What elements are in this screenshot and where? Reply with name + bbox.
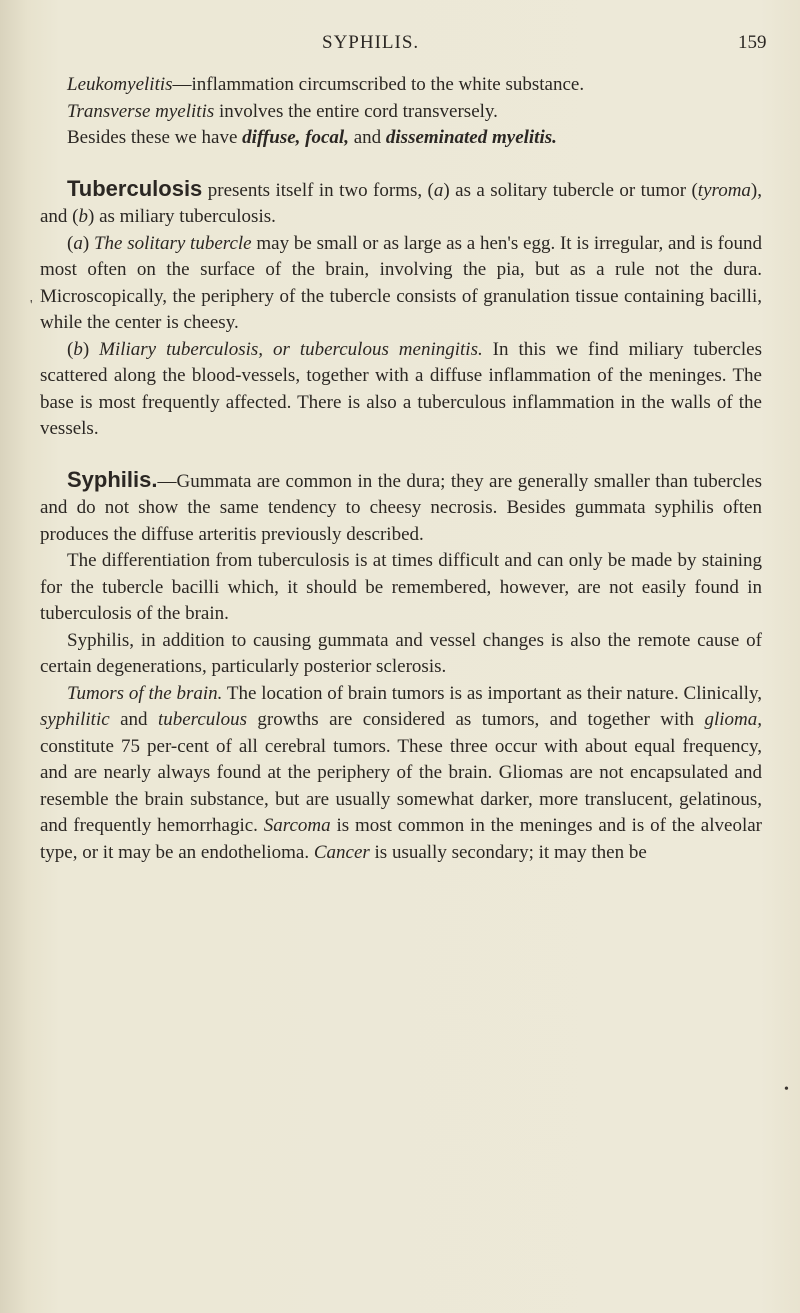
running-title: SYPHILIS. [322,32,420,53]
stray-mark-dot: ' [30,298,33,313]
term-miliary-tuberculosis: Miliary tuberculosis, or tuberculous meningitis. [99,338,483,360]
term-solitary-tubercle: The solitary tubercle [93,232,252,254]
term-sarcoma: Sarcoma [263,815,331,836]
term-tuberculous: tuberculous [157,709,247,730]
term-focal: focal, [305,127,349,148]
term-transverse-myelitis: Transverse myelitis [67,100,215,122]
term-disseminated-myelitis: disseminated myelitis. [385,127,557,148]
term-cancer: Cancer [313,841,370,863]
term-glioma: glioma, [704,709,762,730]
paragraph-myelitis-types: Besides these we have diffuse, focal, and disseminated myelitis. [67,127,557,148]
term-leukomyelitis: Leukomyelitis [67,74,173,95]
paragraph-syphilis: Syphilis.—Gummata are common in the dura; they are generally smaller than tubercles and do not show the same tendency to cheesy necrosis. Besides gummata syphilis often produces the diffuse arteritis previously described. [40,466,762,545]
page-number: 159 [738,32,767,53]
term-syphilitic: syphilitic [40,709,110,730]
paragraph-tuberculosis: Tuberculosis presents itself in two forms, (a) as a solitary tubercle or tumor (tyroma), and (b) as miliary tuberculosis. [40,175,762,227]
paragraph-leukomyelitis: Leukomyelitis—inflammation circumscribed to the white substance. [67,74,585,95]
term-diffuse: diffuse, [242,127,301,148]
term-tyroma: tyroma [697,179,751,201]
paragraph-differentiation: The differentiation from tuberculosis is at times difficult and can only be made by staining for the tubercle bacilli which, it should be remembered, however, are not easily found in tuberculosis of the brain. [40,550,762,624]
stray-mark-bullet: • [784,1082,789,1097]
paragraph-brain-tumors: Tumors of the brain. The location of brain tumors is as important as their nature. Clinically, syphilitic and tuberculous growths are considered as tumors, and together with glioma, constitute 75 per-cent of all cerebral tumors. These three occur with about equal frequency, and are nearly always found at the periphery of the brain. Gliomas are not encapsulated and resemble the brain substance, but are usually somewhat darker, more translucent, gelatinous, and frequently hemorrhagic. Sarcoma is most common in the meninges and is of the alveolar type, or it may be an endothelioma. Cancer is usually secondary; it may then be [40,682,762,863]
paragraph-miliary-tuberculosis: (b) Miliary tuberculosis, or tuberculous meningitis. In this we find miliary tubercles scattered along the blood-vessels, together with a diffuse inflammation of the meninges. The base is most frequently affected. There is also a tuberculous inflammation in the walls of the vessels. [40,338,762,439]
section-heading-tuberculosis: Tuberculosis [67,175,203,201]
page-header [0,32,800,56]
term-tumors-of-the-brain: Tumors of the brain. [67,682,223,704]
paragraph-solitary-tubercle: (a) The solitary tubercle may be small or as large as a hen's egg. It is irregular, and is found most often on the surface of the brain, involving the pia, but as a rule not the dura. Microscopically, the periphery of the tubercle consists of granulation tissue containing bacilli, while the center is cheesy. [40,232,762,333]
section-heading-syphilis: Syphilis. [67,466,158,492]
body-text [40,72,762,866]
paragraph-transverse-myelitis: Transverse myelitis involves the entire cord transversely. [67,100,498,122]
paragraph-syphilis-remote-cause: Syphilis, in addition to causing gummata and vessel changes is also the remote cause of certain degenerations, particularly posterior sclerosis. [40,629,762,677]
